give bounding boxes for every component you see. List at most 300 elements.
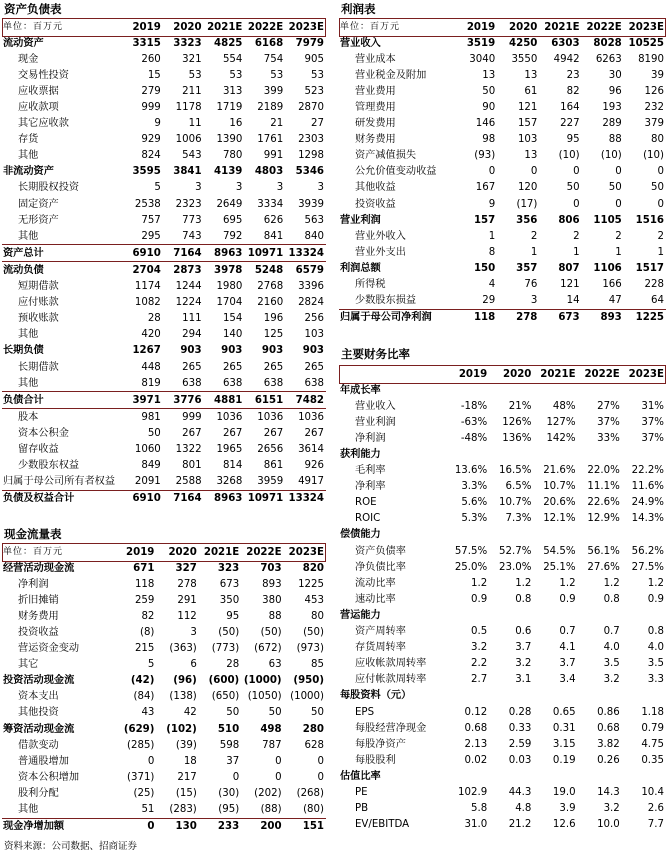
cash_flow-cell: (8) xyxy=(139,627,155,639)
balance_sheet-cell: 3614 xyxy=(298,443,324,455)
balance_sheet-cell: 125 xyxy=(263,329,284,341)
balance_sheet-cell: 6910 xyxy=(122,245,163,262)
ratios-row xyxy=(339,607,666,623)
ratios-cell xyxy=(533,607,577,623)
income-row xyxy=(339,99,666,115)
balance_sheet-cell: 773 xyxy=(182,214,202,226)
income-row-label: 营业收入 xyxy=(340,37,381,49)
ratios-cell: 27.6% xyxy=(587,561,620,573)
balance_sheet-cell: 743 xyxy=(182,230,202,242)
income-cell: 357 xyxy=(516,262,538,274)
ratios-cell: 2.2 xyxy=(471,658,488,670)
balance_sheet-cell: 3776 xyxy=(163,392,204,409)
balance_sheet-cell: 1036 xyxy=(204,409,245,426)
ratios-cell: 10.7% xyxy=(543,481,576,493)
income-cell: 807 xyxy=(558,262,580,274)
income-cell: 893 xyxy=(582,309,624,326)
cash_flow-row xyxy=(2,818,326,835)
ratios-row-label: PB xyxy=(355,803,369,815)
ratios-cell: 7.3% xyxy=(505,513,532,525)
ratios-cell: 3.9 xyxy=(559,803,576,815)
balance_sheet-unit-label: 单位：百万元 xyxy=(3,21,64,32)
balance_sheet-cell: 903 xyxy=(302,345,324,357)
ratios-cell: 21.6% xyxy=(543,465,576,477)
ratios-row-label: 营业收入 xyxy=(355,400,396,412)
income-row-label: 其他收益 xyxy=(355,182,396,194)
ratios-row xyxy=(339,768,666,784)
ratios-cell xyxy=(445,527,489,543)
cash_flow-row-label: 其他 xyxy=(18,804,39,816)
income-year-2023E: 2023E xyxy=(628,21,664,33)
cash_flow-cell: (138) xyxy=(169,691,197,703)
ratios-cell: 37% xyxy=(597,416,620,428)
balance_sheet-cell: 905 xyxy=(304,53,324,65)
income-cell: 13 xyxy=(482,69,496,81)
ratios-cell: 0.8 xyxy=(647,626,664,638)
ratios-row xyxy=(339,414,666,430)
income-cell: (10) xyxy=(643,150,664,162)
balance_sheet-cell: 3315 xyxy=(132,37,161,49)
balance_sheet-cell: 267 xyxy=(304,427,324,439)
balance_sheet-year-2020: 2020 xyxy=(173,21,202,33)
ratios-year-2019: 2019 xyxy=(458,368,488,380)
balance_sheet-cell: 111 xyxy=(182,313,202,325)
balance_sheet-row xyxy=(2,425,326,441)
balance_sheet-cell: 2538 xyxy=(134,198,161,210)
ratios-cell: 24.9% xyxy=(631,497,664,509)
cash_flow-row-label: 折旧摊销 xyxy=(18,594,59,606)
balance_sheet-cell: 15 xyxy=(147,69,161,81)
ratios-row-label: ROE xyxy=(355,497,377,509)
cash_flow-cell: 453 xyxy=(304,594,324,606)
income-cell: 30 xyxy=(608,69,622,81)
cash_flow-row xyxy=(2,673,326,689)
income-cell: 23 xyxy=(566,69,580,81)
ratios-cell: 11.6% xyxy=(631,481,664,493)
cash_flow-row xyxy=(2,608,326,624)
income-cell: 3519 xyxy=(466,37,496,49)
income-cell: 0 xyxy=(615,166,622,178)
income-cell: (93) xyxy=(474,150,496,162)
balance_sheet-cell: 154 xyxy=(222,313,243,325)
ratios-cell: 12.9% xyxy=(587,513,620,525)
ratios-cell xyxy=(578,688,622,704)
ratios-year-2021E: 2021E xyxy=(540,368,576,380)
cash_flow-cell: 280 xyxy=(302,723,324,735)
ratios-cell xyxy=(622,382,666,398)
balance_sheet-year-2023E: 2023E xyxy=(288,21,324,33)
balance_sheet-cell: 16 xyxy=(229,118,243,130)
cash_flow-row-label: 投资收益 xyxy=(18,627,59,639)
ratios-cell xyxy=(622,688,666,704)
income-cell: 121 xyxy=(517,102,538,114)
income-row-label: 营业外支出 xyxy=(355,246,406,258)
cash_flow-cell: 151 xyxy=(284,818,326,835)
income-row xyxy=(339,148,666,164)
ratios-cell: 1.18 xyxy=(641,706,664,718)
ratios-cell xyxy=(489,688,533,704)
income-cell: 228 xyxy=(644,279,664,291)
balance_sheet-cell: 3334 xyxy=(257,198,284,210)
cash_flow-cell: 42 xyxy=(183,707,197,719)
balance_sheet-row-label: 负债及权益合计 xyxy=(2,490,122,507)
balance_sheet-cell: 8963 xyxy=(204,245,245,262)
balance_sheet-row xyxy=(2,99,326,115)
ratios-cell: 25.1% xyxy=(543,561,576,573)
income-row xyxy=(339,260,666,276)
cash_flow-cell: (50) xyxy=(218,627,240,639)
income-cell: 146 xyxy=(475,118,496,130)
balance_sheet-row xyxy=(2,164,326,180)
cash_flow-cell: (600) xyxy=(208,675,240,687)
balance_sheet-cell: 792 xyxy=(222,230,243,242)
income-cell: 167 xyxy=(475,182,496,194)
balance_sheet-row xyxy=(2,148,326,164)
cash_flow-row-label: 筹资活动现金流 xyxy=(3,723,75,735)
balance_sheet-cell: 2091 xyxy=(134,476,161,488)
balance_sheet-row-label: 应付账款 xyxy=(18,297,59,309)
balance_sheet-cell: 861 xyxy=(263,460,284,472)
ratios-cell: 22.2% xyxy=(631,465,664,477)
balance_sheet-cell: 267 xyxy=(182,427,202,439)
income-cell: 356 xyxy=(516,214,538,226)
ratios-cell: 3.4 xyxy=(559,674,576,686)
cash_flow-cell: 37 xyxy=(226,755,240,767)
balance_sheet-row xyxy=(2,474,326,491)
ratios-cell: 4.0 xyxy=(603,642,620,654)
cash_flow-row xyxy=(2,592,326,608)
balance_sheet-row xyxy=(2,375,326,392)
income-row xyxy=(339,164,666,180)
balance_sheet-cell: 903 xyxy=(180,345,202,357)
cash_flow-row xyxy=(2,721,326,737)
ratios-cell xyxy=(533,382,577,398)
balance_sheet-row xyxy=(2,212,326,228)
ratios-cell: 3.5 xyxy=(647,658,664,670)
cash_flow-cell: (1000) xyxy=(290,691,324,703)
cash_flow-cell: 0 xyxy=(114,818,156,835)
balance_sheet-row-label: 负债合计 xyxy=(2,392,122,409)
balance-sheet-table xyxy=(2,19,326,507)
balance_sheet-row xyxy=(2,311,326,327)
ratios-cell xyxy=(445,688,489,704)
balance_sheet-row xyxy=(2,409,326,426)
balance-sheet-title: 资产负债表 xyxy=(4,2,62,16)
ratios-cell: -18% xyxy=(460,400,488,412)
income-cell: 1105 xyxy=(593,214,622,226)
cash_flow-row xyxy=(2,624,326,640)
ratios-cell: 3.7 xyxy=(515,642,532,654)
ratios-row-label: EPS xyxy=(355,706,375,718)
balance_sheet-cell: 294 xyxy=(182,329,202,341)
ratios-row xyxy=(339,446,666,462)
ratios-cell: 12.6 xyxy=(552,819,576,831)
cash_flow-row xyxy=(2,689,326,705)
balance_sheet-row xyxy=(2,490,326,507)
cash_flow-cell: 0 xyxy=(317,755,324,767)
cash_flow-cell: 233 xyxy=(199,818,241,835)
ratios-cell: 52.7% xyxy=(499,545,532,557)
ratios-row-label: 营运能力 xyxy=(340,609,381,621)
balance_sheet-cell: 695 xyxy=(222,214,243,226)
ratios-cell: 10.7% xyxy=(499,497,532,509)
balance_sheet-cell: 3959 xyxy=(257,476,284,488)
cash_flow-cell: 673 xyxy=(219,578,240,590)
income-cell: 121 xyxy=(560,279,580,291)
ratios-cell: 1.2 xyxy=(647,577,664,589)
balance_sheet-row-label: 长期借款 xyxy=(18,361,59,373)
income-cell: (17) xyxy=(516,198,538,210)
cash_flow-cell: (973) xyxy=(296,643,324,655)
ratios-row-label: 获利能力 xyxy=(340,449,381,461)
ratios-cell: 5.8 xyxy=(471,803,488,815)
balance_sheet-cell: 2873 xyxy=(163,262,204,279)
cash_flow-cell: 380 xyxy=(262,594,282,606)
income-cell: 6303 xyxy=(551,37,580,49)
ratios-row xyxy=(339,801,666,817)
ratios-cell xyxy=(489,607,533,623)
ratios-row xyxy=(339,543,666,559)
cash_flow-row xyxy=(2,657,326,673)
balance_sheet-cell: 8963 xyxy=(204,490,245,507)
income-title: 利润表 xyxy=(341,2,376,16)
ratios-table xyxy=(339,366,666,833)
ratios-cell: 12.1% xyxy=(543,513,576,525)
balance_sheet-cell: 903 xyxy=(221,345,243,357)
balance_sheet-row-label: 资产总计 xyxy=(2,245,122,262)
ratios-cell: 0.8 xyxy=(603,593,620,605)
balance_sheet-cell: 999 xyxy=(141,102,161,114)
ratios-cell: 0.9 xyxy=(471,593,488,605)
ratios-row xyxy=(339,736,666,752)
ratios-cell: 54.5% xyxy=(543,545,576,557)
cash_flow-cell: 893 xyxy=(262,578,282,590)
cash_flow-cell: 28 xyxy=(226,659,240,671)
ratios-cell: 3.15 xyxy=(552,738,576,750)
ratios-row-label: EV/EBITDA xyxy=(355,819,410,831)
cash_flow-cell: 118 xyxy=(134,578,155,590)
balance_sheet-cell: 2768 xyxy=(257,281,284,293)
balance_sheet-cell: 321 xyxy=(182,53,202,65)
cash_flow-cell: 18 xyxy=(183,755,197,767)
balance_sheet-cell: 824 xyxy=(141,150,161,162)
ratios-row xyxy=(339,656,666,672)
balance_sheet-cell: 626 xyxy=(263,214,284,226)
cash_flow-cell: 215 xyxy=(134,643,155,655)
ratios-cell: 0.79 xyxy=(641,722,664,734)
income-cell: 0 xyxy=(573,166,580,178)
balance_sheet-cell: 4825 xyxy=(214,37,243,49)
ratios-cell: 0.86 xyxy=(597,706,620,718)
balance_sheet-cell: 1322 xyxy=(175,443,202,455)
ratios-cell: 3.7 xyxy=(559,658,576,670)
ratios-cell: 14.3% xyxy=(631,513,664,525)
balance_sheet-cell: 13324 xyxy=(285,490,326,507)
ratios-row-label: 每股净资产 xyxy=(355,738,406,750)
ratios-cell xyxy=(489,382,533,398)
income-row xyxy=(339,196,666,212)
ratios-row xyxy=(339,479,666,495)
ratios-row xyxy=(339,672,666,688)
income-cell: 1516 xyxy=(635,214,664,226)
balance_sheet-cell: 10971 xyxy=(244,245,285,262)
ratios-cell: 3.2 xyxy=(471,642,488,654)
income-year-2022E: 2022E xyxy=(586,21,622,33)
ratios-cell: 1.2 xyxy=(471,577,488,589)
income-row xyxy=(339,51,666,67)
income-row xyxy=(339,35,666,51)
cash_flow-cell: (88) xyxy=(260,804,282,816)
income-cell: 157 xyxy=(517,118,538,130)
cash_flow-cell: 80 xyxy=(311,610,324,622)
income-cell: 278 xyxy=(497,309,539,326)
income-cell: 3 xyxy=(530,295,538,307)
balance_sheet-row xyxy=(2,279,326,295)
ratios-row xyxy=(339,430,666,446)
ratios-cell: 21% xyxy=(508,400,532,412)
ratios-cell: 0.7 xyxy=(559,626,576,638)
balance_sheet-cell: 3841 xyxy=(173,166,202,178)
cash_flow-cell: 291 xyxy=(177,594,197,606)
ratios-row xyxy=(339,559,666,575)
ratios-row-label: 每股经营净现金 xyxy=(355,722,427,734)
balance_sheet-row xyxy=(2,392,326,409)
balance_sheet-cell: 279 xyxy=(141,85,161,97)
balance_sheet-row xyxy=(2,116,326,132)
balance_sheet-cell: 1761 xyxy=(257,134,284,146)
cash_flow-cell: 200 xyxy=(241,818,283,835)
income-cell: 14 xyxy=(566,295,580,307)
cash_flow-cell: 510 xyxy=(217,723,240,735)
balance_sheet-row-label: 其他 xyxy=(18,230,39,242)
balance_sheet-row-label: 固定资产 xyxy=(18,198,59,210)
balance_sheet-cell: 13324 xyxy=(285,245,326,262)
cash_flow-row xyxy=(2,769,326,785)
ratios-cell: 5.6% xyxy=(461,497,488,509)
balance_sheet-cell: 999 xyxy=(163,409,204,426)
income-cell: 289 xyxy=(602,118,622,130)
balance_sheet-row-label: 资本公积金 xyxy=(18,427,69,439)
income-cell: 2 xyxy=(657,230,664,242)
ratios-row-label: 资产周转率 xyxy=(355,626,406,638)
income-cell: 1 xyxy=(573,246,580,258)
cash_flow-row-label: 资本公积增加 xyxy=(18,771,80,783)
ratios-row-label: 偿债能力 xyxy=(340,529,381,541)
balance_sheet-cell: 1704 xyxy=(216,297,243,309)
ratios-cell xyxy=(533,446,577,462)
balance_sheet-cell: 53 xyxy=(188,69,202,81)
ratios-cell: 0.02 xyxy=(464,754,488,766)
ratios-cell xyxy=(489,527,533,543)
income-row-label: 所得税 xyxy=(355,279,386,291)
cash_flow-cell: (95) xyxy=(218,804,240,816)
ratios-title: 主要财务比率 xyxy=(341,347,410,361)
ratios-row xyxy=(339,511,666,527)
balance_sheet-cell: 265 xyxy=(222,361,243,373)
balance_sheet-cell: 260 xyxy=(141,53,161,65)
ratios-unit-label xyxy=(339,366,445,382)
ratios-cell xyxy=(578,446,622,462)
ratios-cell xyxy=(445,382,489,398)
balance_sheet-row-label: 归属于母公司所有者权益 xyxy=(3,476,116,488)
ratios-cell xyxy=(533,688,577,704)
cash_flow-row-label: 其它 xyxy=(18,659,39,671)
cash_flow-cell: 671 xyxy=(133,562,155,574)
balance_sheet-cell: 4803 xyxy=(254,166,284,178)
balance_sheet-cell: 991 xyxy=(263,150,284,162)
ratios-cell: 13.6% xyxy=(454,465,488,477)
balance_sheet-cell: 3978 xyxy=(204,262,245,279)
income-cell: 1 xyxy=(615,246,622,258)
balance_sheet-cell: 3 xyxy=(235,182,243,194)
balance_sheet-cell: 4881 xyxy=(204,392,245,409)
cash_flow-cell: (25) xyxy=(133,787,155,799)
ratios-cell: 0.9 xyxy=(559,593,576,605)
cash_flow-cell: 259 xyxy=(134,594,155,606)
income-cell: 227 xyxy=(560,118,580,130)
ratios-cell: 2.6 xyxy=(647,803,664,815)
ratios-cell: 2.59 xyxy=(508,738,532,750)
cash_flow-year-2022E: 2022E xyxy=(246,546,282,558)
balance_sheet-cell: 1178 xyxy=(175,102,202,114)
ratios-cell: 142% xyxy=(546,432,576,444)
income-cell: 3550 xyxy=(511,53,538,65)
ratios-cell xyxy=(578,382,622,398)
ratios-row-label: 流动比率 xyxy=(355,577,396,589)
income-row-label: 少数股东损益 xyxy=(355,295,417,307)
balance_sheet-cell: 265 xyxy=(304,361,324,373)
balance_sheet-cell: 780 xyxy=(222,150,243,162)
ratios-cell: 0.33 xyxy=(508,722,532,734)
income-cell: 13 xyxy=(524,69,538,81)
income-row-label: 归属于母公司净利润 xyxy=(339,309,455,326)
ratios-cell: 0.7 xyxy=(603,626,620,638)
balance_sheet-cell: 1006 xyxy=(175,134,202,146)
ratios-row-label: 每股资料（元） xyxy=(340,690,412,702)
cash_flow-cell: 327 xyxy=(175,562,197,574)
balance_sheet-cell: 5 xyxy=(154,182,161,194)
cash_flow-row xyxy=(2,785,326,801)
income-cell: 50 xyxy=(651,182,664,194)
balance_sheet-cell: 313 xyxy=(222,85,243,97)
balance_sheet-cell: 2323 xyxy=(175,198,202,210)
balance_sheet-row xyxy=(2,343,326,359)
cash_flow-header-row xyxy=(2,544,326,560)
balance_sheet-cell: 10971 xyxy=(244,490,285,507)
income-cell: 4 xyxy=(488,279,496,291)
balance_sheet-row-label: 流动资产 xyxy=(3,37,44,49)
cash_flow-cell: (80) xyxy=(303,804,324,816)
cash_flow-cell: 0 xyxy=(147,755,155,767)
income-row xyxy=(339,277,666,293)
balance_sheet-cell: 53 xyxy=(229,69,243,81)
balance_sheet-cell: 543 xyxy=(182,150,202,162)
balance_sheet-row xyxy=(2,295,326,311)
ratios-row xyxy=(339,752,666,768)
balance_sheet-row-label: 短期借款 xyxy=(18,281,59,293)
cash_flow-row-label: 资本支出 xyxy=(18,691,59,703)
income-year-2019: 2019 xyxy=(466,21,496,33)
income-cell: 8028 xyxy=(593,37,622,49)
balance_sheet-cell: 1965 xyxy=(216,443,243,455)
balance_sheet-cell: 754 xyxy=(263,53,284,65)
ratios-cell: 27% xyxy=(597,400,620,412)
balance_sheet-cell: 448 xyxy=(141,361,161,373)
cash_flow-cell: 1225 xyxy=(298,578,324,590)
balance_sheet-cell: 196 xyxy=(263,313,284,325)
ratios-row-label: 应付帐款周转率 xyxy=(355,674,427,686)
income-row xyxy=(339,228,666,244)
